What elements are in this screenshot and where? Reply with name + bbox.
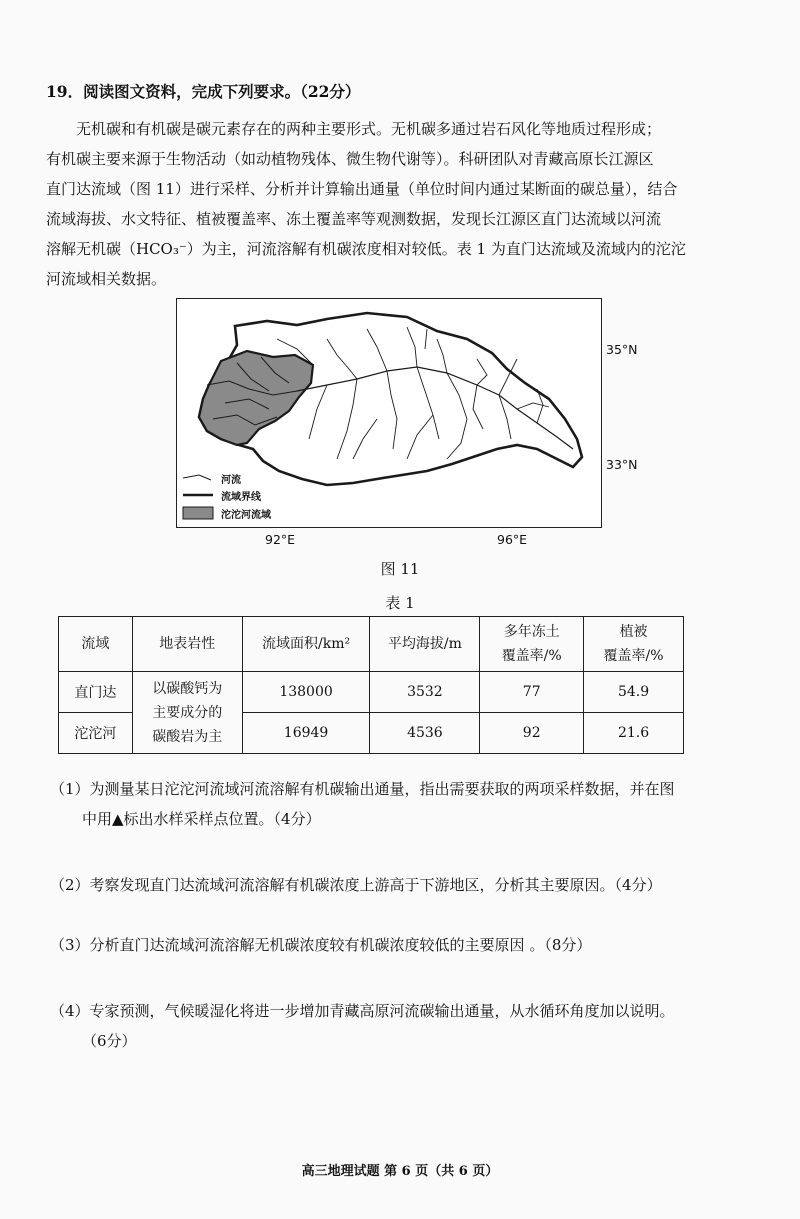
- header-lithology: 地表岩性: [132, 617, 242, 672]
- header-permafrost: 多年冻土 覆盖率/%: [480, 617, 584, 672]
- lat-label-33n: 33°N: [606, 457, 638, 472]
- header-vegetation: 植被 覆盖率/%: [584, 617, 684, 672]
- paragraph-line: 流域海拔、水文特征、植被覆盖率、冻土覆盖率等观测数据，发现长江源区直门达流域以河流: [46, 210, 662, 228]
- question-paragraph: [46, 114, 754, 294]
- sub-question-text: （2）考察发现直门达流域河流溶解有机碳浓度上游高于下游地区，分析其主要原因。（4分）: [50, 876, 662, 894]
- lat-label-35n: 35°N: [606, 342, 638, 357]
- sub-question-text: （1）为测量某日沱沱河流域河流溶解有机碳输出通量，指出需要获取的两项采样数据，并在图: [50, 780, 675, 798]
- legend-boundary-label: 流域界线: [221, 492, 261, 503]
- legend-river-icon: [183, 475, 211, 480]
- paragraph-line: 无机碳和有机碳是碳元素存在的两种主要形式。无机碳多通过岩石风化等地质过程形成；: [76, 120, 662, 138]
- cell-lithology: 以碳酸钙为 主要成分的 碳酸岩为主: [132, 672, 242, 754]
- paragraph-line: 有机碳主要来源于生物活动（如动植物残体、微生物代谢等）。科研团队对青藏高原长江源区: [46, 150, 654, 168]
- table-header-row: [59, 617, 684, 672]
- cell-area: 138000: [242, 672, 370, 713]
- cell-vegetation: 21.6: [584, 713, 684, 754]
- sub-question-1: [50, 774, 750, 834]
- header-elevation: 平均海拔/m: [370, 617, 480, 672]
- cell-elevation: 4536: [370, 713, 480, 754]
- paragraph-line: 直门达流域（图 11）进行采样、分析并计算输出通量（单位时间内通过某断面的碳总量），结合: [46, 180, 678, 198]
- cell-basin-name: 直门达: [59, 672, 133, 713]
- sub-question-text: （4）专家预测，气候暖湿化将进一步增加青藏高原河流碳输出通量，从水循环角度加以说明。: [50, 1002, 675, 1020]
- header-area: 流域面积/km²: [242, 617, 370, 672]
- paragraph-line: 溶解无机碳（HCO₃⁻）为主，河流溶解有机碳浓度相对较低。表 1 为直门达流域及流域内的沱沱: [46, 240, 686, 258]
- lon-label-92e: 92°E: [265, 532, 296, 547]
- legend-river-label: 河流: [221, 475, 241, 486]
- header-basin: 流域: [59, 617, 133, 672]
- cell-vegetation: 54.9: [584, 672, 684, 713]
- sub-question-text: （6分）: [82, 1032, 137, 1050]
- lon-label-96e: 96°E: [497, 532, 528, 547]
- cell-permafrost: 92: [480, 713, 584, 754]
- legend-sub-basin-icon: [183, 507, 213, 519]
- legend-sub-basin-label: 沱沱河流域: [221, 510, 271, 521]
- cell-basin-name: 沱沱河: [59, 713, 133, 754]
- question-title: 19．阅读图文资料，完成下列要求。（22分）: [46, 82, 361, 101]
- page-footer: 高三地理试题 第 6 页（共 6 页）: [301, 1164, 499, 1179]
- data-table: [58, 616, 684, 754]
- figure-caption: 图 11: [380, 560, 420, 578]
- sub-question-2: [50, 870, 750, 900]
- sub-question-4: [50, 996, 750, 1056]
- table-caption: 表 1: [385, 594, 415, 612]
- sub-question-3: [50, 930, 750, 960]
- cell-elevation: 3532: [370, 672, 480, 713]
- basin-map[interactable]: [176, 298, 602, 528]
- sub-question-text: 中用▲标出水样采样点位置。（4分）: [82, 810, 321, 828]
- sub-question-text: （3）分析直门达流域河流溶解无机碳浓度较有机碳浓度较低的主要原因 。（8分）: [50, 936, 592, 954]
- cell-area: 16949: [242, 713, 370, 754]
- paragraph-line: 河流域相关数据。: [46, 270, 167, 288]
- cell-permafrost: 77: [480, 672, 584, 713]
- table-row: [59, 672, 684, 713]
